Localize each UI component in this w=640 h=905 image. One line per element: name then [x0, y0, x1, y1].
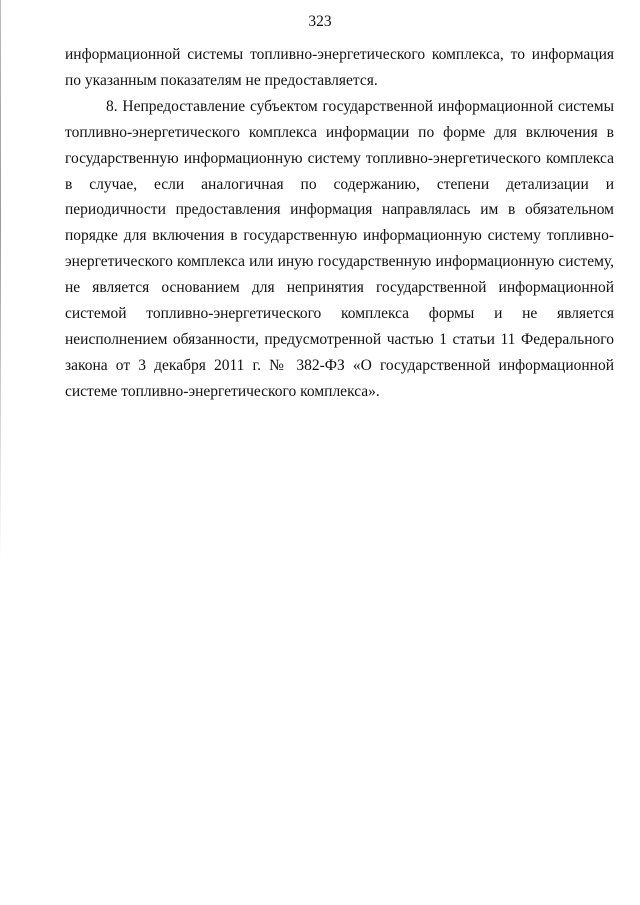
scan-edge-mark [0, 0, 1, 560]
item-8-paragraph: 8. Непредоставление субъектом государственной информационной системы топливно-энергетического комплекса информации по форме для включения в государственную информационную систему топливно-энергетического комплекса в случае, если аналогичная по содержанию, степени детализации и периодичности предоставления информация направлялась им в обязательном порядке для включения в государственную информационную систему топливно-энергетического комплекса или иную государственную информационную систему, не является основанием для непринятия государственной информационной системой топливно-энергетического комплекса формы и не является неисполнением обязанности, предусмотренной частью 1 статьи 11 Федерального закона от 3 декабря 2011 г. № 382-ФЗ «О государственной информационной системе топливно-энергетического комплекса». [65, 97, 614, 400]
continuation-paragraph: информационной системы топливно-энергетического комплекса, то информация по указанным показателям не предоставляется. [65, 46, 614, 89]
document-body [65, 42, 614, 405]
page-number: 323 [308, 13, 332, 30]
